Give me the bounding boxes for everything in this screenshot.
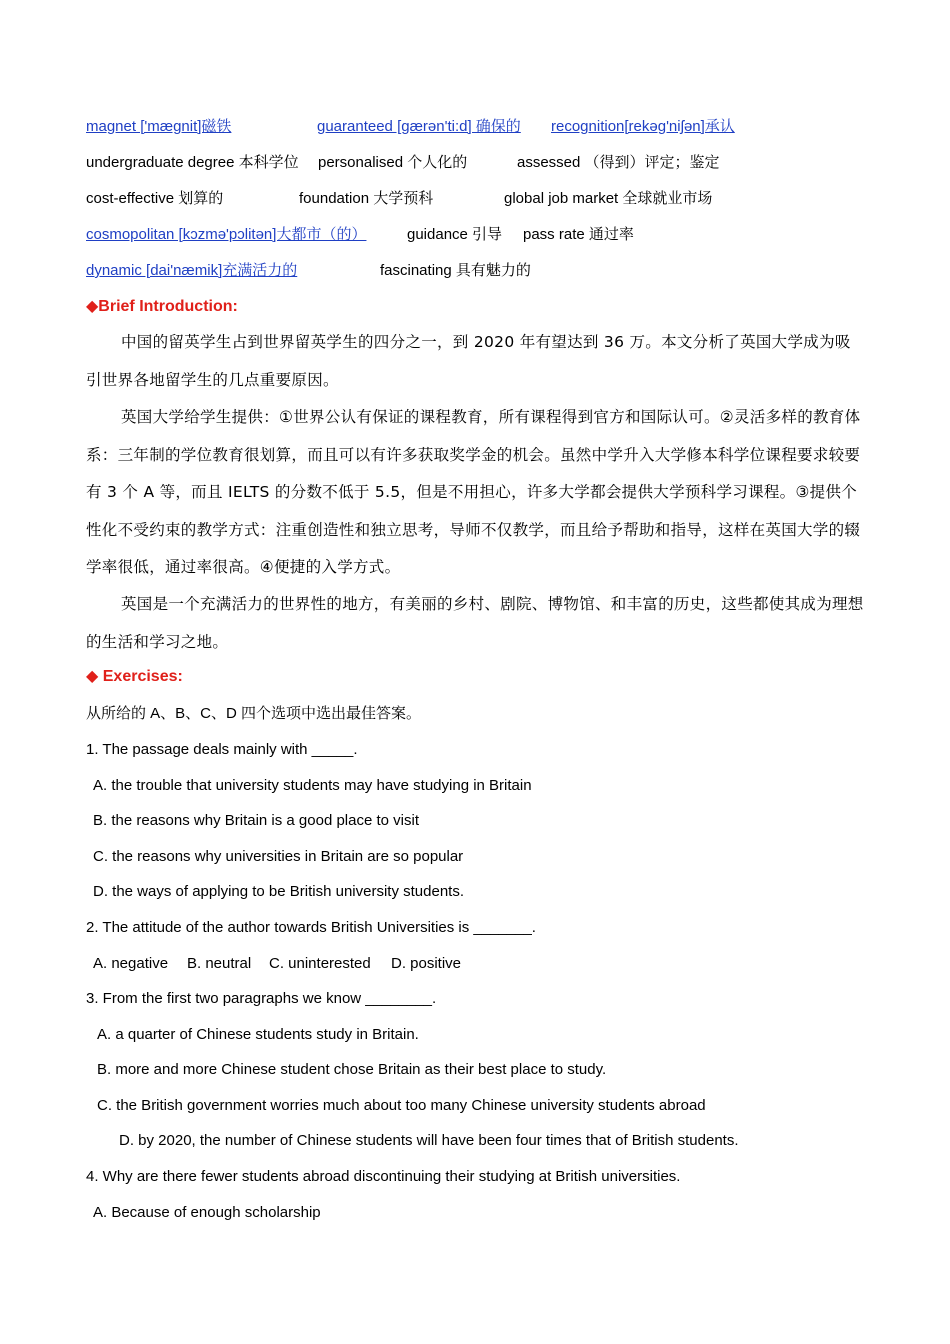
question-2-stem: 2. The attitude of the author towards British Universities is _______. (86, 919, 536, 936)
vocab-recognition[interactable]: recognition[rekəg'niʃən]承认 (551, 118, 735, 135)
vocab-fascinating: fascinating 具有魅力的 (380, 262, 531, 279)
vocab-magnet[interactable]: magnet ['mægnit]磁铁 (86, 118, 232, 135)
vocab-foundation: foundation 大学预科 (299, 190, 434, 207)
brief-introduction-heading: ◆Brief Introduction: (86, 298, 238, 315)
question-1-option-d[interactable]: D. the ways of applying to be British university students. (93, 883, 465, 900)
intro-paragraph-3: 英国是一个充满活力的世界性的地方，有美丽的乡村、剧院、博物馆、和丰富的历史，这些都使其成为理想的生活和学习之地。 (86, 595, 864, 651)
question-1-option-c[interactable]: C. the reasons why universities in Britain are so popular (93, 848, 464, 865)
question-3-option-c[interactable]: C. the British government worries much about too many Chinese university students abroad (97, 1097, 706, 1114)
question-2-option-b[interactable]: B. neutral (187, 955, 252, 972)
vocab-cosmopolitan[interactable]: cosmopolitan [kɔzmə'pɔlitən]大都市（的） (86, 226, 367, 243)
question-3-option-d[interactable]: D. by 2020, the number of Chinese students will have been four times that of British students. (119, 1132, 739, 1149)
exercises-instruction: 从所给的 A、B、C、D 四个选项中选出最佳答案。 (86, 705, 422, 722)
vocab-cost-effective: cost-effective 划算的 (86, 190, 224, 207)
vocab-pass-rate: pass rate 通过率 (523, 226, 634, 243)
vocab-global-job-market: global job market 全球就业市场 (504, 190, 713, 207)
question-2-option-d[interactable]: D. positive (391, 955, 462, 972)
question-3-option-a[interactable]: A. a quarter of Chinese students study in Britain. (97, 1026, 419, 1043)
exercises-heading: ◆ Exercises: (86, 668, 183, 685)
question-1-stem: 1. The passage deals mainly with _____. (86, 741, 358, 758)
vocab-personalised: personalised 个人化的 (318, 154, 468, 171)
vocab-assessed: assessed （得到）评定；鉴定 (517, 154, 720, 171)
vocab-dynamic[interactable]: dynamic [dai'næmik]充满活力的 (86, 262, 298, 279)
question-2-option-a[interactable]: A. negative (93, 955, 169, 972)
question-1-option-a[interactable]: A. the trouble that university students may have studying in Britain (93, 777, 532, 794)
question-3-stem: 3. From the first two paragraphs we know ________. (86, 990, 437, 1007)
vocab-guidance: guidance 引导 (407, 226, 503, 243)
vocab-undergraduate-degree: undergraduate degree 本科学位 (86, 154, 299, 171)
question-1-option-b[interactable]: B. the reasons why Britain is a good place to visit (93, 812, 420, 829)
question-4-option-a[interactable]: A. Because of enough scholarship (93, 1204, 321, 1221)
question-2-option-c[interactable]: C. uninterested (269, 955, 371, 972)
vocab-guaranteed[interactable]: guaranteed [gærən'ti:d] 确保的 (317, 118, 521, 135)
question-4-stem: 4. Why are there fewer students abroad discontinuing their studying at British universities. (86, 1168, 681, 1185)
question-3-option-b[interactable]: B. more and more Chinese student chose Britain as their best place to study. (97, 1061, 607, 1078)
intro-paragraph-2: 英国大学给学生提供：①世界公认有保证的课程教育，所有课程得到官方和国际认可。②灵活多样的教育体系：三年制的学位教育很划算，而且可以有许多获取奖学金的机会。虽然中学升入大学修本科学位课程要求较要有 3 个 A 等，而且 IELTS 的分数不低于 5.5，但是不用担心，许多大学都会提供大学预科学习课程。③提供个性化不受约束的教学方式：注重创造性和独立思考，导师不仅教学，而且给予帮助和指导，这样在英国大学的辍学率很低，通过率很高。④便捷的入学方式。 (86, 408, 861, 576)
intro-paragraph-1: 中国的留英学生占到世界留英学生的四分之一，到 2020 年有望达到 36 万。本文分析了英国大学成为吸引世界各地留学生的几点重要原因。 (86, 333, 851, 389)
